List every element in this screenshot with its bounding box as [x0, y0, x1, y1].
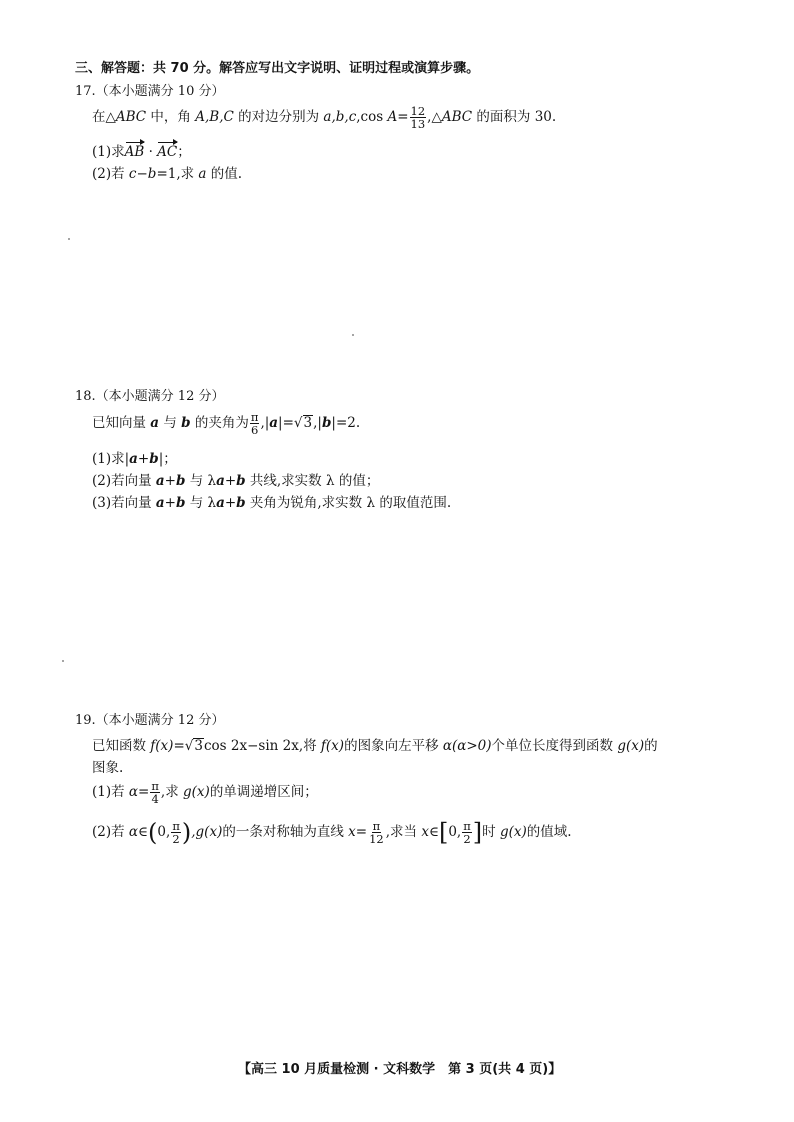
section-header: 三、解答题：共 70 分。解答应写出文字说明、证明过程或演算步骤。: [75, 61, 480, 76]
q17-heading: 17.（本小题满分 10 分）: [75, 84, 225, 99]
pi-over-4-fraction: $\frac{\pi}{4}$: [151, 779, 159, 807]
pi-over-12-fraction: $\frac{\pi}{12}$: [369, 819, 384, 847]
angle-fraction: $\frac{\pi}{6}$: [250, 410, 259, 438]
vector-ac: AC: [157, 144, 178, 160]
scan-speck: [62, 660, 64, 662]
scan-speck: [352, 334, 354, 336]
q18-heading: 18.（本小题满分 12 分）: [75, 389, 225, 404]
pi-over-2-fraction: $\frac{\pi}{2}$: [463, 819, 471, 847]
sqrt-three: 3: [303, 415, 313, 432]
q18-part2: (2)若向量 a+b 与 λa+b 共线,求实数 λ 的值；: [92, 473, 380, 489]
q19-part1: (1)若 α= $\frac{\pi}{4}$ ,求 g(x)的单调递增区间；: [92, 779, 318, 807]
q19-part2: (2)若 α∈(0, $\frac{\pi}{2}$ ),g(x)的一条对称轴为直线 x= $\frac{\pi}{12}$ ,求当 x∈[0, $\frac{\pi}{2}$ ]时 g(x)的值域.: [92, 818, 572, 847]
q19-heading: 19.（本小题满分 12 分）: [75, 713, 225, 728]
q18-part1: (1)求|a+b|；: [92, 451, 177, 467]
q18-stem: 已知向量 a 与 b 的夹角为 $\frac{\pi}{6}$ ,|a|=√3,|b|=2.: [92, 410, 361, 438]
page-footer: 【高三 10 月质量检测 · 文科数学 第 3 页(共 4 页)】: [238, 1062, 562, 1077]
vector-ab: AB: [124, 144, 145, 160]
sqrt-three: 3: [194, 738, 203, 754]
q17-stem: 在△ABC 中，角 A,B,C 的对边分别为 a,b,c,cos A= $\frac{12}{13}$ ,△ABC 的面积为 30.: [92, 104, 557, 132]
q19-stem-line1: 已知函数 f(x)=√3cos 2x−sin 2x,将 f(x)的图象向左平移 α(α>0)个单位长度得到函数 g(x)的: [92, 738, 658, 754]
q17-part1: (1)求AB · AC；: [92, 144, 191, 160]
pi-over-2-fraction: $\frac{\pi}{2}$: [172, 819, 180, 847]
q17-part2: (2)若 c−b=1,求 a 的值.: [92, 166, 243, 182]
cos-fraction: $\frac{12}{13}$: [410, 104, 426, 132]
scan-speck: [68, 238, 70, 240]
q19-stem-line2: 图象.: [92, 760, 124, 776]
q18-part3: (3)若向量 a+b 与 λa+b 夹角为锐角,求实数 λ 的取值范围.: [92, 495, 452, 511]
